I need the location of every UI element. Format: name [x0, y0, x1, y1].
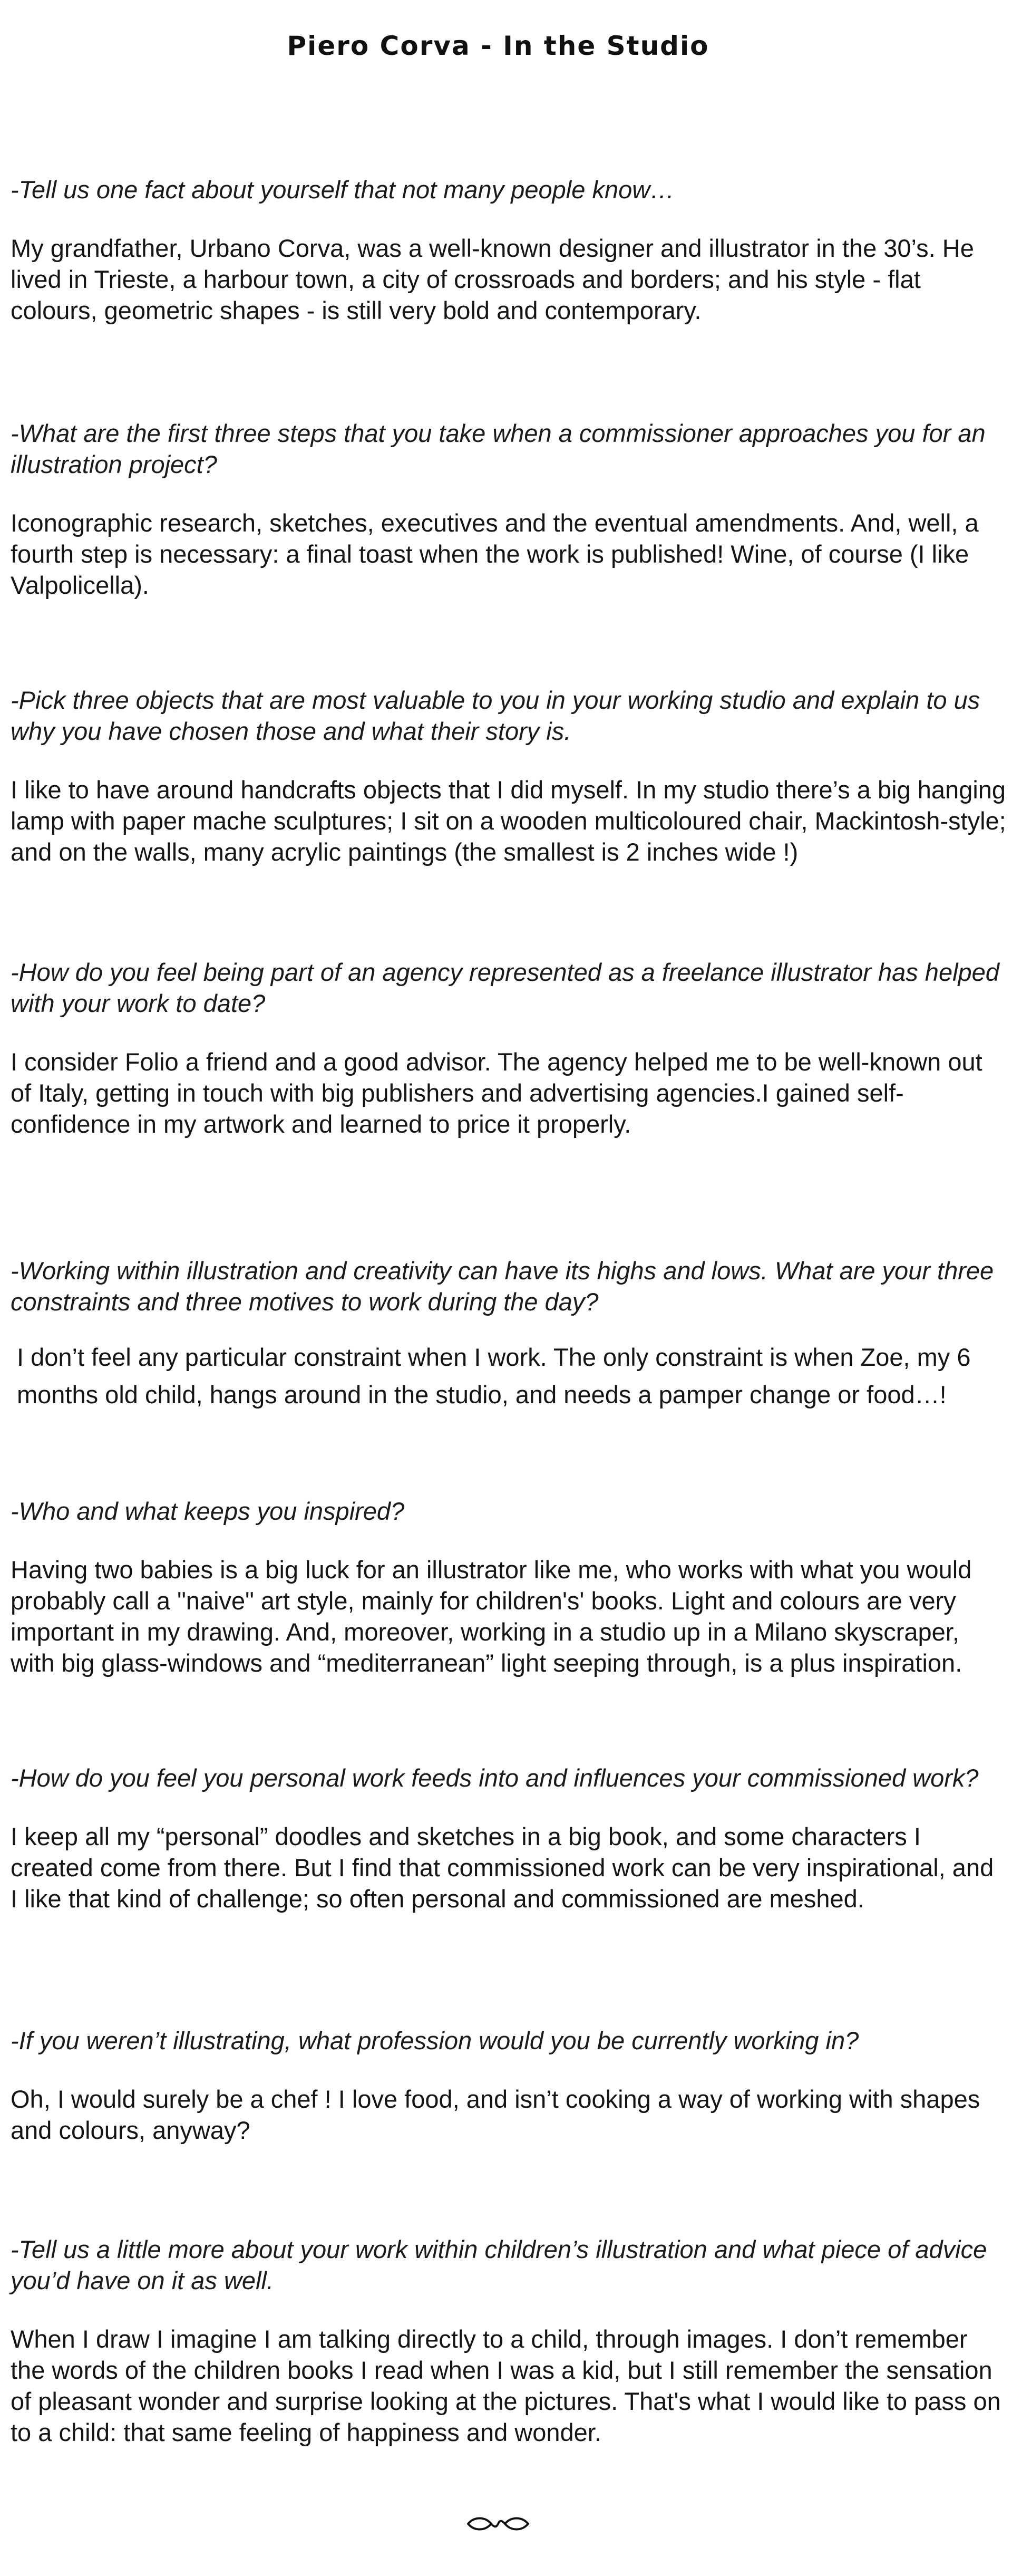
qa-block-7 [11, 1762, 1007, 1914]
question-2: -What are the first three steps that you take when a commissioner approaches you for an illustration project? [11, 419, 986, 478]
question-7: -How do you feel you personal work feeds into and influences your commissioned work? [11, 1764, 979, 1792]
answer-3: I like to have around handcrafts objects that I did myself. In my studio there’s a big hanging lamp with paper mache sculptures; I sit on a wooden multicoloured chair, Mackintosh-style; and on the walls, many acrylic paintings (the smallest is 2 inches wide !) [11, 776, 1006, 866]
answer-2: Iconographic research, sketches, executives and the eventual amendments. And, well, a fourth step is necessary: a final toast when the work is published! Wine, of course (I like Valpolicella). [11, 509, 979, 599]
qa-block-8 [11, 2025, 1007, 2146]
page-title: Piero Corva - In the Studio [287, 31, 709, 61]
question-9: -Tell us a little more about your work within children’s illustration and what piece of advice you’d have on it as well. [11, 2235, 987, 2294]
answer-7: I keep all my “personal” doodles and sketches in a big book, and some characters I created come from there. But I find that commissioned work can be very inspirational, and I like that kind of challenge; so often personal and commissioned are meshed. [11, 1822, 994, 1913]
answer-5: I don’t feel any particular constraint when I work. The only constraint is when Zoe, my 6 months old child, hangs around in the studio, and needs a pamper change or food…! [17, 1343, 971, 1408]
answer-1: My grandfather, Urbano Corva, was a well-known designer and illustrator in the 30’s. He lived in Trieste, a harbour town, a city of crossroads and borders; and his style - flat colours, geometric shapes - is still very bold and contemporary. [11, 234, 974, 324]
question-4: -How do you feel being part of an agency represented as a freelance illustrator has helped with your work to date? [11, 958, 999, 1017]
qa-block-9 [11, 2234, 1007, 2448]
answer-9: When I draw I imagine I am talking directly to a child, through images. I don’t remember the words of the children books I read when I was a kid, but I still remember the sensation of pleasant wonder and surprise looking at the pictures. That's what I would like to pass on to a child: that same feeling of happiness and wonder. [11, 2325, 1001, 2446]
question-1: -Tell us one fact about yourself that not many people know… [11, 176, 675, 204]
qa-block-1 [11, 174, 1007, 326]
qa-block-6 [11, 1496, 1007, 1678]
flourish-divider-icon [464, 2513, 532, 2534]
question-6: -Who and what keeps you inspired? [11, 1497, 405, 1525]
qa-block-5 [11, 1255, 1007, 1413]
qa-block-4 [11, 957, 1007, 1140]
question-3: -Pick three objects that are most valuable to you in your working studio and explain to us why you have chosen those and what their story is. [11, 686, 980, 745]
answer-8: Oh, I would surely be a chef ! I love food, and isn’t cooking a way of working with shapes and colours, anyway? [11, 2085, 980, 2144]
answer-6: Having two babies is a big luck for an illustrator like me, who works with what you would probably call a "naive" art style, mainly for children's' books. Light and colours are very important in my drawing. And, moreover, working in a studio up in a Milano skyscraper, with big glass-windows and “mediterranean” light seeping through, is a plus inspiration. [11, 1556, 972, 1677]
qa-block-3 [11, 684, 1007, 867]
question-8: -If you weren’t illustrating, what profession would you be currently working in? [11, 2027, 859, 2054]
qa-block-2 [11, 418, 1007, 601]
question-5: -Working within illustration and creativity can have its highs and lows. What are your three constraints and three motives to work during the day? [11, 1257, 994, 1316]
answer-4: I consider Folio a friend and a good advisor. The agency helped me to be well-known out of Italy, getting in touch with big publishers and advertising agencies.I gained self-confidence in my artwork and learned to price it properly. [11, 1048, 982, 1138]
